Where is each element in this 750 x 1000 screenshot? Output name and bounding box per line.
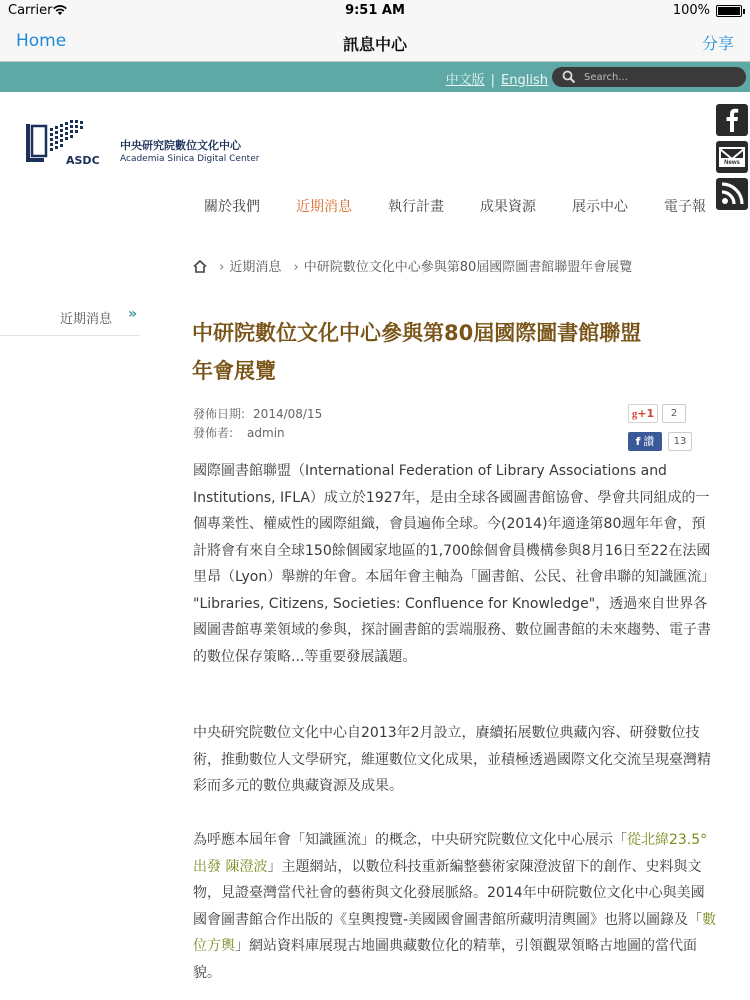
language-switcher bbox=[446, 69, 548, 88]
home-icon[interactable] bbox=[193, 260, 207, 273]
search-box[interactable] bbox=[552, 67, 746, 87]
article-title bbox=[192, 314, 712, 390]
date-label: 發佈日期: bbox=[193, 407, 246, 421]
lang-zh-link[interactable]: 中文版 bbox=[445, 73, 485, 88]
site-logo[interactable] bbox=[24, 118, 274, 170]
breadcrumb-news[interactable]: 近期消息 bbox=[229, 260, 282, 275]
article-title-line1: 中研院數位文化中心參與第80屆國際圖書館聯盟 bbox=[192, 321, 642, 345]
facebook-like-button[interactable] bbox=[628, 432, 662, 451]
sidebar-item-news[interactable] bbox=[0, 300, 140, 336]
google-plus-count: 2 bbox=[662, 404, 686, 423]
chevron-right-icon: › bbox=[293, 260, 299, 275]
carrier-label: Carrier bbox=[8, 3, 53, 18]
search-input[interactable] bbox=[584, 69, 734, 85]
nav-item-exhibition[interactable]: 展示中心 bbox=[572, 199, 628, 215]
nav-title: 訊息中心 bbox=[342, 35, 407, 54]
facebook-icon[interactable] bbox=[716, 104, 748, 136]
google-plus-label: +1 bbox=[637, 407, 655, 420]
publish-author: admin bbox=[247, 426, 285, 440]
newsletter-icon[interactable] bbox=[716, 141, 748, 173]
facebook-f-icon: f bbox=[635, 435, 641, 448]
nav-item-news[interactable]: 近期消息 bbox=[296, 199, 352, 215]
chen-cheng-po-link[interactable]: 從北緯23.5°出發 陳澄波 bbox=[193, 832, 708, 875]
nav-item-about[interactable]: 關於我們 bbox=[204, 199, 260, 215]
search-icon[interactable] bbox=[562, 70, 576, 84]
facebook-like-count: 13 bbox=[668, 432, 692, 451]
paragraph-3-text-b: 」主題網站，以數位科技重新編整藝術家陳澄波留下的創作、史料與文物，見證臺灣當代社會的藝術與文化發展脈絡。2014年中研院數位文化中心與美國國會圖書館合作出版的《皇輿搜覽-美國國會圖書館所藏明清輿圖》也將以圖錄及「 bbox=[193, 858, 705, 928]
lang-separator: | bbox=[490, 73, 496, 88]
sidebar-item-label: 近期消息 bbox=[60, 312, 113, 327]
home-button[interactable]: Home bbox=[16, 31, 67, 51]
breadcrumb bbox=[193, 256, 632, 275]
nav-item-projects[interactable]: 執行計畫 bbox=[388, 199, 444, 215]
article-paragraph-1: 國際圖書館聯盟（International Federation of Library Associations and Institutions, IFLA）成立於1927年，是由全球各國圖書館協會、學會共同組成的一個專業性、權威性的國際組織，會員遍佈全球。今(2014)年適逢第80週年年會，預計將會有來自全球150餘個國家地區的1,700餘個會員機構參與8月16日至22在法國里昂（Lyon）舉辦的年會。本屆年會主軸為「圖書館、公民、社會串聯的知識匯流」 "Libraries, Citizens, Societies: Confluence for Knowledge"，透過來自世界各國圖書館專業領域的參與，探討圖書館的雲端服務、數位圖書館的未來趨勢、電子書的數位保存策略...等重要發展議題。 bbox=[193, 463, 716, 665]
share-button[interactable]: 分享 bbox=[701, 34, 734, 53]
paragraph-3-text-a: 為呼應本屆年會「知識匯流」的概念，中央研究院數位文化中心展示「 bbox=[193, 832, 627, 848]
logo-abbreviation: ASDC bbox=[66, 154, 100, 167]
google-plus-button[interactable]: g+1 bbox=[628, 404, 658, 423]
digital-geography-link[interactable]: 數位方輿 bbox=[193, 911, 717, 954]
article-title-line2: 年會展覽 bbox=[192, 359, 276, 383]
nav-item-enewsletter[interactable]: 電子報 bbox=[664, 199, 706, 215]
logo-name-en: Academia Sinica Digital Center bbox=[120, 154, 260, 164]
article-meta bbox=[193, 405, 322, 443]
lang-en-link[interactable]: English bbox=[501, 73, 548, 88]
battery-icon bbox=[716, 5, 742, 17]
article-paragraph-3 bbox=[193, 827, 717, 986]
author-label: 發佈者: bbox=[193, 426, 234, 440]
clock: 9:51 AM bbox=[345, 3, 405, 18]
publish-date: 2014/08/15 bbox=[253, 407, 323, 421]
svg-text:News: News bbox=[724, 160, 740, 166]
status-bar bbox=[0, 0, 750, 22]
double-chevron-icon: » bbox=[128, 306, 138, 322]
navigation-bar bbox=[0, 22, 750, 62]
battery-percent: 100% bbox=[672, 3, 710, 18]
breadcrumb-current: 中研院數位文化中心參與第80屆國際圖書館聯盟年會展覽 bbox=[303, 260, 633, 275]
paragraph-3-text-c: 」網站資料庫展現古地圖典藏數位化的精華，引領觀眾領略古地圖的當代面貌。 bbox=[193, 938, 697, 981]
main-navigation bbox=[204, 196, 742, 216]
nav-item-resources[interactable]: 成果資源 bbox=[480, 199, 536, 215]
logo-name-zh: 中央研究院數位文化中心 bbox=[120, 139, 241, 152]
chevron-right-icon: › bbox=[219, 260, 225, 275]
facebook-like-label: 讚 bbox=[643, 435, 655, 448]
top-strip bbox=[0, 62, 750, 92]
article-paragraph-2: 中央研究院數位文化中心自2013年2月設立，賡續拓展數位典藏內容、研發數位技術，推動數位人文學研究，維運數位文化成果，並積極透過國際文化交流呈現臺灣精彩而多元的數位典藏資源及成果。 bbox=[193, 725, 711, 794]
